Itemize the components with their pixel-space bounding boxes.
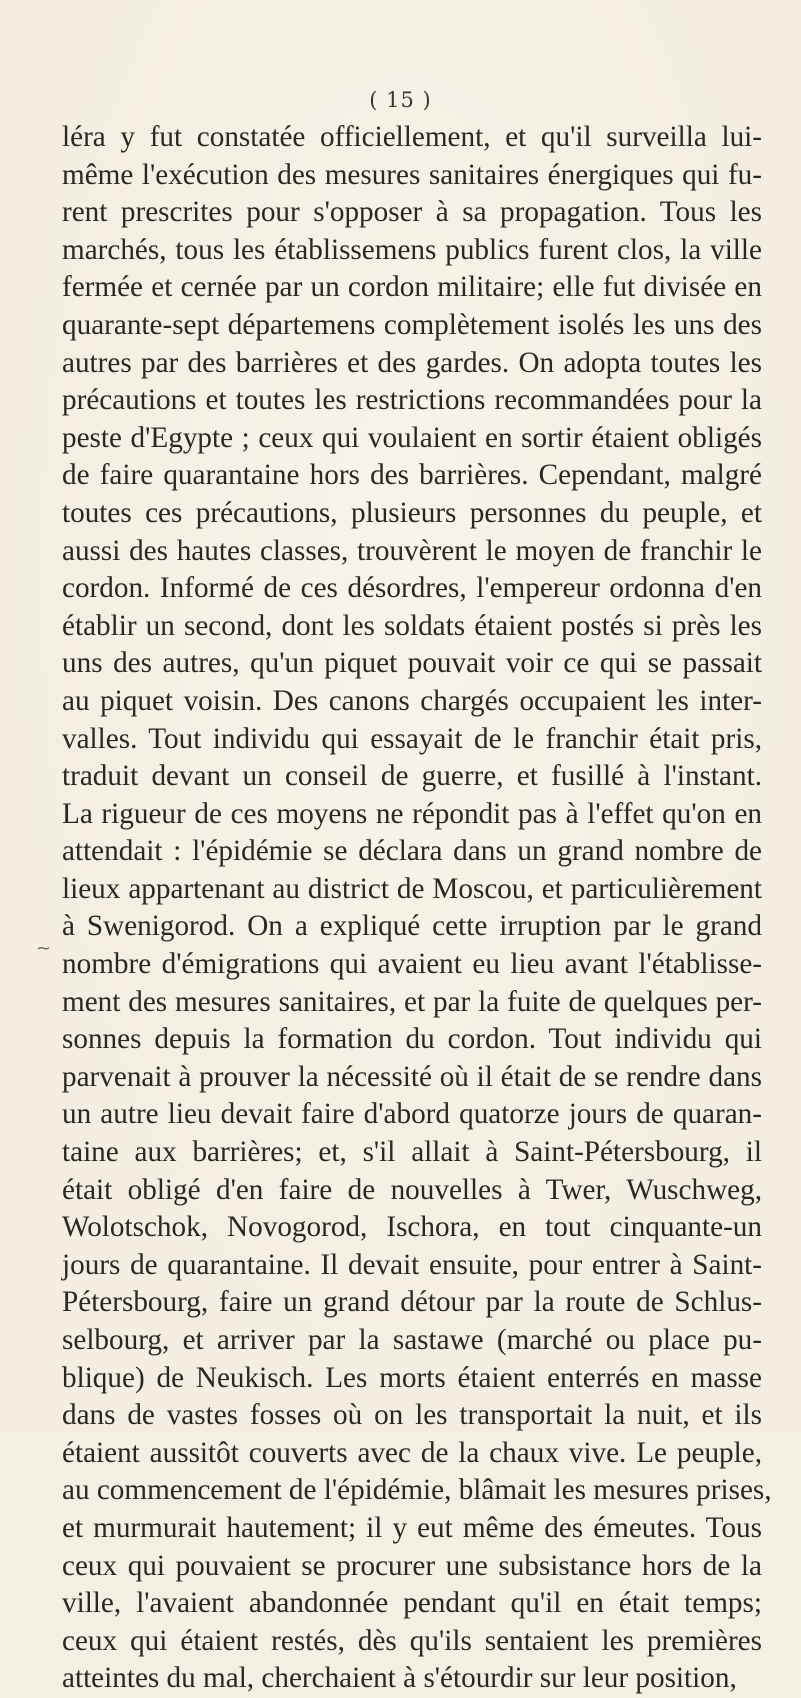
- text-line: selbourg, et arriver par la sastawe (marché ou place pu-: [62, 1324, 762, 1356]
- text-line: uns des autres, qu'un piquet pouvait voir ce qui se passait: [62, 647, 762, 680]
- text-line: ceux qui pouvaient se procurer une subsistance hors de la: [62, 1549, 762, 1582]
- text-line: Wolotschok, Novogorod, Ischora, en tout cinquante-un: [62, 1211, 762, 1244]
- text-line: lieux appartenant au district de Moscou, et particulièrement: [62, 872, 762, 905]
- text-line: Pétersbourg, faire un grand détour par la route de Schlus-: [62, 1286, 762, 1319]
- text-line: toutes ces précautions, plusieurs personnes du peuple, et: [62, 496, 762, 529]
- text-line: précautions et toutes les restrictions recommandées pour la: [62, 384, 762, 417]
- text-line: sonnes depuis la formation du cordon. Tout individu qui: [62, 1023, 762, 1056]
- text-line: aussi des hautes classes, trouvèrent le moyen de franchir le: [62, 534, 762, 567]
- text-line: au commencement de l'épidémie, blâmait les mesures prises,: [62, 1474, 772, 1507]
- text-line: ceux qui étaient restés, dès qu'ils sentaient les premières: [62, 1624, 762, 1657]
- text-line: établir un second, dont les soldats étaient postés si près les: [62, 609, 762, 642]
- text-line: traduit devant un conseil de guerre, et fusillé à l'instant.: [62, 760, 762, 793]
- text-line: attendait : l'épidémie se déclara dans un grand nombre de: [62, 835, 762, 868]
- text-line: taine aux barrières; et, s'il allait à Saint-Pétersbourg, il: [62, 1136, 762, 1169]
- text-line: ville, l'avaient abandonnée pendant qu'il en était temps;: [62, 1587, 762, 1620]
- text-line: et murmurait hautement; il y eut même des émeutes. Tous: [62, 1511, 762, 1544]
- text-line: était obligé d'en faire de nouvelles à Twer, Wuschweg,: [62, 1173, 762, 1206]
- text-line: atteintes du mal, cherchaient à s'étourdir sur leur position,: [62, 1662, 737, 1695]
- text-line: nombre d'émigrations qui avaient eu lieu avant l'établisse-: [62, 948, 762, 981]
- text-line: un autre lieu devait faire d'abord quatorze jours de quaran-: [62, 1098, 762, 1131]
- text-line: marchés, tous les établissemens publics furent clos, la ville: [62, 233, 762, 266]
- margin-mark: ~: [36, 938, 52, 959]
- page-number: ( 15 ): [369, 88, 432, 112]
- text-line: La rigueur de ces moyens ne répondit pas à l'effet qu'on en: [62, 797, 762, 830]
- text-line: ment des mesures sanitaires, et par la fuite de quelques per-: [62, 985, 762, 1018]
- text-line: au piquet voisin. Des canons chargés occupaient les inter-: [62, 684, 762, 717]
- text-line: cordon. Informé de ces désordres, l'empereur ordonna d'en: [62, 572, 762, 605]
- text-line: parvenait à prouver la nécessité où il était de se rendre dans: [62, 1060, 762, 1093]
- text-line: même l'exécution des mesures sanitaires énergiques qui fu-: [62, 158, 762, 191]
- text-line: dans de vastes fosses où on les transportait la nuit, et ils: [62, 1399, 762, 1432]
- text-line: peste d'Egypte ; ceux qui voulaient en sortir étaient obligés: [62, 421, 762, 454]
- text-line: rent prescrites pour s'opposer à sa propagation. Tous les: [62, 196, 762, 229]
- text-line: de faire quarantaine hors des barrières. Cependant, malgré: [62, 459, 762, 492]
- text-line: blique) de Neukisch. Les morts étaient enterrés en masse: [62, 1361, 762, 1394]
- text-line: valles. Tout individu qui essayait de le franchir était pris,: [62, 722, 762, 755]
- text-line: fermée et cernée par un cordon militaire; elle fut divisée en: [62, 271, 762, 304]
- text-line: quarante-sept départemens complètement isolés les uns des: [62, 308, 762, 341]
- text-line: à Swenigorod. On a expliqué cette irruption par le grand: [62, 910, 762, 943]
- text-line: léra y fut constatée officiellement, et qu'il surveilla lui-: [62, 121, 762, 153]
- text-line: étaient aussitôt couverts avec de la chaux vive. Le peuple,: [62, 1436, 762, 1469]
- body-text: [62, 119, 772, 1698]
- text-line: jours de quarantaine. Il devait ensuite, pour entrer à Saint-: [62, 1248, 762, 1281]
- text-line: autres par des barrières et des gardes. On adopta toutes les: [62, 346, 762, 379]
